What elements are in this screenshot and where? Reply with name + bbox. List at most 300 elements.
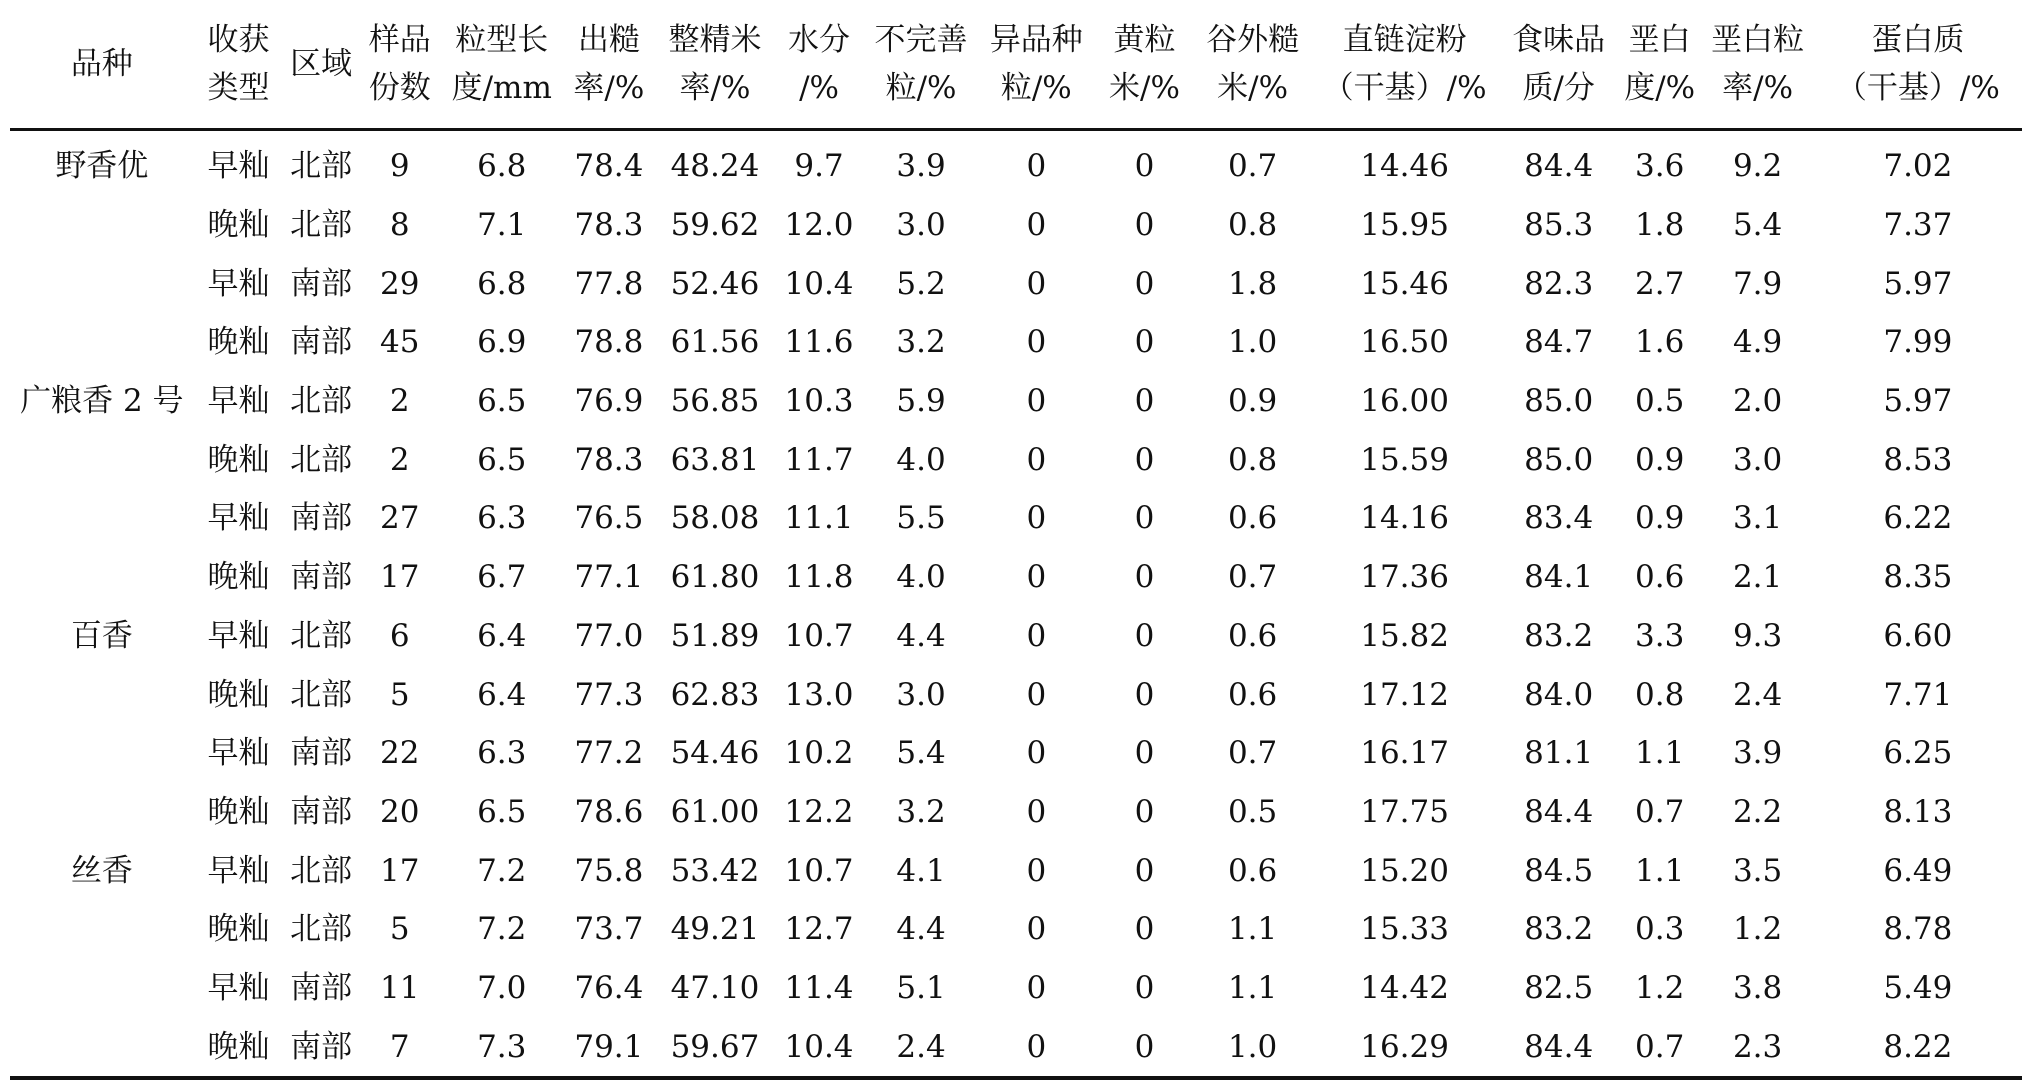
cell-harvest-type: 早籼 (207, 617, 270, 654)
cell-chalkiness-degree: 3.3 (1635, 617, 1685, 654)
cell-taste-quality: 84.7 (1524, 324, 1594, 361)
cell-imperfect-grain: 3.0 (896, 207, 946, 244)
cell-amylose: 14.42 (1360, 969, 1449, 1006)
cell-sample-count: 2 (389, 383, 410, 420)
cell-harvest-type: 早籼 (207, 383, 270, 420)
header-line: 异品种 (989, 22, 1083, 58)
cell-head-rice-rate: 61.56 (670, 324, 760, 361)
cell-grain-length: 6.5 (477, 383, 527, 420)
cell-protein: 8.53 (1883, 441, 1953, 478)
cell-grain-length: 7.0 (477, 969, 527, 1006)
header-amylose (1310, 0, 1500, 130)
cell-imperfect-grain: 3.0 (896, 676, 946, 713)
cell-taste-quality: 84.4 (1524, 793, 1594, 830)
cell-variety (10, 254, 194, 313)
cell-unhusked-brown-rice: 0.6 (1227, 852, 1278, 889)
cell-brown-rice-rate: 77.3 (574, 676, 644, 713)
cell-brown-rice-rate: 75.8 (574, 852, 644, 889)
header-brown-rice-rate (563, 0, 655, 130)
cell-yellow-rice: 0 (1134, 148, 1155, 185)
cell-grain-length: 6.7 (477, 559, 527, 596)
cell-protein: 7.99 (1883, 324, 1953, 361)
cell-grain-length: 6.5 (477, 441, 527, 478)
cell-brown-rice-rate: 78.6 (574, 793, 644, 830)
cell-moisture: 10.3 (784, 383, 854, 420)
header-line: 米/% (1217, 70, 1289, 106)
cell-region: 北部 (290, 911, 353, 948)
cell-unhusked-brown-rice: 0.7 (1227, 735, 1278, 772)
cell-imperfect-grain: 3.2 (896, 324, 946, 361)
cell-head-rice-rate: 61.80 (670, 559, 760, 596)
cell-sample-count: 17 (380, 852, 420, 889)
cell-protein: 8.13 (1883, 793, 1953, 830)
header-line: 出糙 (577, 22, 640, 58)
cell-imperfect-grain: 4.0 (896, 559, 946, 596)
cell-foreign-variety-grain: 0 (979, 1017, 1093, 1078)
cell-taste-quality: 83.2 (1524, 911, 1594, 948)
cell-sample-count: 22 (380, 735, 420, 772)
cell-imperfect-grain: 5.9 (896, 383, 946, 420)
cell-grain-length: 6.4 (477, 676, 527, 713)
cell-variety: 百香 (70, 617, 133, 654)
header-line: /% (799, 70, 839, 106)
cell-taste-quality: 84.1 (1524, 559, 1594, 596)
cell-harvest-type: 晚籼 (207, 324, 270, 361)
cell-amylose: 15.95 (1360, 207, 1449, 244)
cell-foreign-variety-grain: 0 (1026, 207, 1047, 244)
cell-yellow-rice: 0 (1134, 265, 1155, 302)
header-line: 率/% (1722, 70, 1794, 106)
cell-region: 北部 (290, 441, 353, 478)
cell-foreign-variety-grain: 0 (1026, 265, 1047, 302)
header-chalky-grain-rate (1702, 0, 1814, 130)
cell-variety (10, 724, 194, 783)
cell-chalkiness-degree: 0.3 (1635, 911, 1685, 948)
cell-moisture: 11.7 (784, 441, 854, 478)
cell-brown-rice-rate: 77.2 (574, 735, 644, 772)
cell-region: 南部 (290, 500, 353, 537)
cell-moisture: 10.4 (784, 265, 854, 302)
cell-chalky-grain-rate: 9.3 (1732, 617, 1783, 654)
cell-region: 南部 (290, 265, 353, 302)
cell-unhusked-brown-rice: 0.8 (1227, 441, 1278, 478)
cell-amylose: 15.33 (1360, 911, 1449, 948)
cell-variety: 丝香 (70, 852, 133, 889)
header-line: 率/% (679, 70, 751, 106)
cell-unhusked-brown-rice: 1.1 (1227, 969, 1278, 1006)
cell-amylose: 16.29 (1310, 1017, 1500, 1078)
cell-variety (10, 313, 194, 372)
rice-quality-table (10, 0, 2022, 1080)
cell-unhusked-brown-rice: 0.7 (1227, 148, 1278, 185)
cell-taste-quality: 85.0 (1524, 441, 1594, 478)
header-line: 收获 (207, 22, 270, 58)
cell-chalkiness-degree: 1.2 (1635, 969, 1685, 1006)
cell-grain-length: 6.3 (477, 735, 527, 772)
cell-taste-quality: 82.5 (1524, 969, 1594, 1006)
cell-protein: 5.97 (1883, 265, 1953, 302)
cell-yellow-rice: 0 (1134, 735, 1155, 772)
header-harvest-type (194, 0, 284, 130)
cell-harvest-type: 晚籼 (207, 207, 270, 244)
cell-brown-rice-rate: 79.1 (563, 1017, 655, 1078)
cell-chalky-grain-rate: 7.9 (1732, 265, 1783, 302)
header-line: 直链淀粉 (1342, 22, 1467, 58)
cell-moisture: 10.2 (784, 735, 854, 772)
cell-head-rice-rate: 58.08 (670, 500, 760, 537)
cell-foreign-variety-grain: 0 (1026, 148, 1047, 185)
cell-foreign-variety-grain: 0 (1026, 441, 1047, 478)
cell-amylose: 16.17 (1360, 735, 1449, 772)
cell-chalkiness-degree: 0.6 (1635, 559, 1685, 596)
table-row (10, 130, 2022, 196)
cell-harvest-type: 早籼 (207, 500, 270, 537)
cell-yellow-rice: 0 (1134, 383, 1155, 420)
cell-protein: 5.97 (1883, 383, 1953, 420)
header-line: 垩白 (1628, 22, 1691, 58)
header-line: 米/% (1109, 70, 1180, 106)
cell-grain-length: 7.2 (477, 852, 527, 889)
cell-chalkiness-degree: 0.9 (1635, 441, 1685, 478)
cell-moisture: 12.0 (784, 207, 854, 244)
cell-chalky-grain-rate: 9.2 (1732, 148, 1783, 185)
cell-yellow-rice: 0 (1134, 441, 1155, 478)
cell-amylose: 17.75 (1360, 793, 1449, 830)
cell-protein: 7.02 (1883, 148, 1953, 185)
table-row (10, 372, 2022, 431)
cell-foreign-variety-grain: 0 (1026, 735, 1047, 772)
cell-harvest-type: 早籼 (207, 969, 270, 1006)
cell-foreign-variety-grain: 0 (1026, 793, 1047, 830)
cell-region: 北部 (290, 383, 353, 420)
cell-brown-rice-rate: 78.3 (574, 441, 644, 478)
cell-chalky-grain-rate: 2.3 (1702, 1017, 1814, 1078)
table-row (10, 841, 2022, 900)
cell-yellow-rice: 0 (1134, 500, 1155, 537)
cell-chalky-grain-rate: 3.5 (1732, 852, 1783, 889)
cell-amylose: 14.16 (1360, 500, 1449, 537)
cell-sample-count: 7 (359, 1017, 441, 1078)
cell-chalky-grain-rate: 4.9 (1732, 324, 1783, 361)
header-line: 份数 (368, 70, 431, 106)
cell-head-rice-rate: 59.67 (655, 1017, 775, 1078)
cell-yellow-rice: 0 (1134, 676, 1155, 713)
cell-foreign-variety-grain: 0 (1026, 500, 1047, 537)
cell-foreign-variety-grain: 0 (1026, 911, 1047, 948)
cell-variety (10, 1017, 194, 1078)
cell-amylose: 15.20 (1360, 852, 1449, 889)
cell-amylose: 15.46 (1360, 265, 1449, 302)
cell-grain-length: 6.3 (477, 500, 527, 537)
cell-imperfect-grain: 2.4 (863, 1017, 979, 1078)
cell-head-rice-rate: 59.62 (670, 207, 760, 244)
cell-moisture: 11.8 (784, 559, 854, 596)
cell-yellow-rice: 0 (1134, 911, 1155, 948)
header-line: 品种 (70, 46, 133, 82)
cell-moisture: 10.7 (784, 617, 854, 654)
cell-region: 南部 (283, 1017, 359, 1078)
cell-moisture: 9.7 (794, 148, 844, 185)
cell-chalkiness-degree: 0.9 (1635, 500, 1685, 537)
cell-unhusked-brown-rice: 1.8 (1227, 265, 1278, 302)
cell-sample-count: 2 (389, 441, 410, 478)
table-row (10, 607, 2022, 666)
cell-imperfect-grain: 5.1 (896, 969, 946, 1006)
header-line: 率/% (573, 70, 645, 106)
cell-region: 南部 (290, 969, 353, 1006)
cell-amylose: 15.82 (1360, 617, 1449, 654)
header-line: 粒型长 (455, 22, 549, 58)
table-row (10, 1017, 2022, 1078)
cell-grain-length: 6.5 (477, 793, 527, 830)
header-yellow-rice (1093, 0, 1195, 130)
cell-unhusked-brown-rice: 0.7 (1227, 559, 1278, 596)
cell-taste-quality: 84.0 (1524, 676, 1594, 713)
cell-yellow-rice: 0 (1134, 617, 1155, 654)
cell-unhusked-brown-rice: 0.6 (1227, 676, 1278, 713)
cell-grain-length: 7.3 (441, 1017, 563, 1078)
cell-grain-length: 6.9 (477, 324, 527, 361)
cell-foreign-variety-grain: 0 (1026, 969, 1047, 1006)
table-body (10, 130, 2022, 1079)
cell-brown-rice-rate: 76.9 (574, 383, 644, 420)
cell-protein: 6.60 (1883, 617, 1953, 654)
cell-unhusked-brown-rice: 0.6 (1227, 500, 1278, 537)
header-grain-length (441, 0, 563, 130)
cell-imperfect-grain: 3.9 (896, 148, 946, 185)
cell-brown-rice-rate: 78.8 (574, 324, 644, 361)
table-row (10, 548, 2022, 607)
cell-chalkiness-degree: 0.7 (1635, 793, 1685, 830)
header-line: 蛋白质 (1871, 22, 1965, 58)
cell-yellow-rice: 0 (1134, 852, 1155, 889)
cell-region: 北部 (290, 676, 353, 713)
cell-protein: 8.22 (1814, 1017, 2022, 1078)
cell-region: 南部 (290, 324, 353, 361)
cell-taste-quality: 83.2 (1524, 617, 1594, 654)
cell-head-rice-rate: 49.21 (670, 911, 760, 948)
cell-grain-length: 6.4 (477, 617, 527, 654)
header-line: 类型 (207, 70, 270, 106)
cell-yellow-rice: 0 (1134, 793, 1155, 830)
header-protein (1814, 0, 2022, 130)
cell-taste-quality: 85.3 (1524, 207, 1594, 244)
header-line: 垩白粒 (1711, 22, 1805, 58)
cell-chalkiness-degree: 0.7 (1618, 1017, 1702, 1078)
cell-region: 南部 (290, 559, 353, 596)
header-unhusked-brown-rice (1195, 0, 1309, 130)
cell-imperfect-grain: 4.1 (896, 852, 946, 889)
cell-protein: 6.22 (1883, 500, 1953, 537)
header-line: 水分 (788, 22, 851, 58)
cell-chalky-grain-rate: 3.9 (1732, 735, 1783, 772)
cell-moisture: 12.7 (784, 911, 854, 948)
header-line: 质/分 (1522, 70, 1595, 106)
cell-taste-quality: 84.4 (1500, 1017, 1618, 1078)
cell-head-rice-rate: 52.46 (670, 265, 760, 302)
cell-chalkiness-degree: 0.8 (1635, 676, 1685, 713)
cell-sample-count: 29 (380, 265, 420, 302)
cell-yellow-rice: 0 (1134, 969, 1155, 1006)
cell-foreign-variety-grain: 0 (1026, 559, 1047, 596)
cell-chalkiness-degree: 1.6 (1635, 324, 1685, 361)
cell-harvest-type: 晚籼 (194, 1017, 284, 1078)
cell-harvest-type: 早籼 (207, 148, 270, 185)
header-line: 食味品 (1512, 22, 1606, 58)
cell-region: 南部 (290, 735, 353, 772)
cell-protein: 7.37 (1883, 207, 1953, 244)
cell-unhusked-brown-rice: 1.0 (1227, 324, 1278, 361)
cell-variety (10, 196, 194, 255)
cell-variety (10, 489, 194, 548)
header-line: 度/% (1624, 70, 1696, 106)
cell-chalkiness-degree: 1.1 (1635, 735, 1685, 772)
header-foreign-variety-grain (979, 0, 1093, 130)
table-row (10, 254, 2022, 313)
table-row (10, 196, 2022, 255)
cell-brown-rice-rate: 77.8 (574, 265, 644, 302)
cell-moisture: 10.4 (775, 1017, 863, 1078)
cell-unhusked-brown-rice: 0.9 (1227, 383, 1278, 420)
cell-sample-count: 27 (380, 500, 420, 537)
cell-variety (10, 430, 194, 489)
header-line: 样品 (368, 22, 431, 58)
cell-brown-rice-rate: 76.4 (574, 969, 644, 1006)
cell-taste-quality: 82.3 (1524, 265, 1594, 302)
cell-taste-quality: 84.5 (1524, 852, 1594, 889)
cell-head-rice-rate: 53.42 (670, 852, 760, 889)
cell-head-rice-rate: 47.10 (670, 969, 760, 1006)
cell-yellow-rice: 0 (1134, 207, 1155, 244)
cell-imperfect-grain: 4.0 (896, 441, 946, 478)
table-row (10, 665, 2022, 724)
cell-brown-rice-rate: 78.3 (574, 207, 644, 244)
header-line: 整精米 (668, 22, 762, 58)
cell-sample-count: 8 (389, 207, 410, 244)
cell-protein: 8.35 (1883, 559, 1953, 596)
cell-taste-quality: 83.4 (1524, 500, 1594, 537)
cell-moisture: 10.7 (784, 852, 854, 889)
cell-moisture: 13.0 (784, 676, 854, 713)
cell-imperfect-grain: 5.2 (896, 265, 946, 302)
header-moisture (775, 0, 863, 130)
cell-grain-length: 6.8 (477, 148, 527, 185)
cell-chalkiness-degree: 3.6 (1635, 148, 1685, 185)
cell-amylose: 15.59 (1360, 441, 1449, 478)
cell-sample-count: 17 (380, 559, 420, 596)
cell-moisture: 12.2 (784, 793, 854, 830)
cell-chalky-grain-rate: 3.1 (1732, 500, 1783, 537)
cell-variety (10, 665, 194, 724)
header-head-rice-rate (655, 0, 775, 130)
header-region (283, 0, 359, 130)
cell-grain-length: 6.8 (477, 265, 527, 302)
cell-imperfect-grain: 5.4 (896, 735, 946, 772)
cell-variety: 野香优 (55, 148, 149, 185)
header-line: 谷外糙 (1206, 22, 1300, 58)
cell-region: 北部 (290, 207, 353, 244)
cell-protein: 6.25 (1883, 735, 1953, 772)
table-row (10, 959, 2022, 1018)
cell-variety (10, 959, 194, 1018)
cell-chalkiness-degree: 1.1 (1635, 852, 1685, 889)
cell-harvest-type: 早籼 (207, 852, 270, 889)
cell-chalkiness-degree: 0.5 (1635, 383, 1685, 420)
header-sample-count (359, 0, 441, 130)
cell-chalky-grain-rate: 3.8 (1732, 969, 1783, 1006)
cell-unhusked-brown-rice: 1.1 (1227, 911, 1278, 948)
header-line: 粒/% (885, 70, 957, 106)
table-row (10, 430, 2022, 489)
cell-brown-rice-rate: 77.0 (574, 617, 644, 654)
cell-sample-count: 20 (380, 793, 420, 830)
cell-chalky-grain-rate: 1.2 (1732, 911, 1783, 948)
cell-foreign-variety-grain: 0 (1026, 852, 1047, 889)
cell-amylose: 16.50 (1360, 324, 1449, 361)
cell-sample-count: 5 (389, 676, 410, 713)
cell-protein: 8.78 (1883, 911, 1953, 948)
table-row (10, 313, 2022, 372)
cell-sample-count: 5 (389, 911, 410, 948)
cell-amylose: 16.00 (1360, 383, 1449, 420)
cell-head-rice-rate: 54.46 (670, 735, 760, 772)
cell-foreign-variety-grain: 0 (1026, 383, 1047, 420)
cell-chalky-grain-rate: 2.4 (1732, 676, 1783, 713)
header-line: 不完善 (874, 22, 968, 58)
cell-imperfect-grain: 4.4 (896, 911, 946, 948)
cell-chalky-grain-rate: 3.0 (1732, 441, 1783, 478)
cell-yellow-rice: 0 (1134, 559, 1155, 596)
cell-unhusked-brown-rice: 1.0 (1195, 1017, 1309, 1078)
cell-amylose: 17.36 (1360, 559, 1449, 596)
cell-unhusked-brown-rice: 0.6 (1227, 617, 1278, 654)
cell-sample-count: 9 (389, 148, 410, 185)
cell-imperfect-grain: 5.5 (896, 500, 946, 537)
cell-brown-rice-rate: 73.7 (574, 911, 644, 948)
cell-harvest-type: 晚籼 (207, 676, 270, 713)
cell-variety: 广粮香 2 号 (20, 383, 184, 420)
cell-yellow-rice: 0 (1134, 324, 1155, 361)
header-taste-quality (1500, 0, 1618, 130)
cell-foreign-variety-grain: 0 (1026, 617, 1047, 654)
cell-protein: 7.71 (1883, 676, 1953, 713)
cell-chalkiness-degree: 2.7 (1635, 265, 1685, 302)
cell-moisture: 11.1 (784, 500, 854, 537)
cell-variety (10, 548, 194, 607)
cell-harvest-type: 晚籼 (207, 441, 270, 478)
cell-taste-quality: 84.4 (1524, 148, 1594, 185)
cell-harvest-type: 晚籼 (207, 559, 270, 596)
cell-foreign-variety-grain: 0 (1026, 324, 1047, 361)
header-line: 度/mm (451, 70, 552, 106)
cell-head-rice-rate: 48.24 (670, 148, 760, 185)
cell-protein: 5.49 (1883, 969, 1953, 1006)
header-line: 黄粒 (1113, 22, 1176, 58)
cell-variety (10, 783, 194, 842)
cell-unhusked-brown-rice: 0.5 (1227, 793, 1278, 830)
cell-head-rice-rate: 62.83 (670, 676, 760, 713)
cell-protein: 6.49 (1883, 852, 1953, 889)
cell-head-rice-rate: 63.81 (670, 441, 760, 478)
header-chalkiness-degree (1618, 0, 1702, 130)
cell-foreign-variety-grain: 0 (1026, 676, 1047, 713)
cell-region: 北部 (290, 852, 353, 889)
cell-head-rice-rate: 61.00 (670, 793, 760, 830)
cell-brown-rice-rate: 78.4 (574, 148, 644, 185)
cell-taste-quality: 81.1 (1524, 735, 1594, 772)
cell-yellow-rice: 0 (1093, 1017, 1195, 1078)
cell-grain-length: 7.1 (477, 207, 527, 244)
